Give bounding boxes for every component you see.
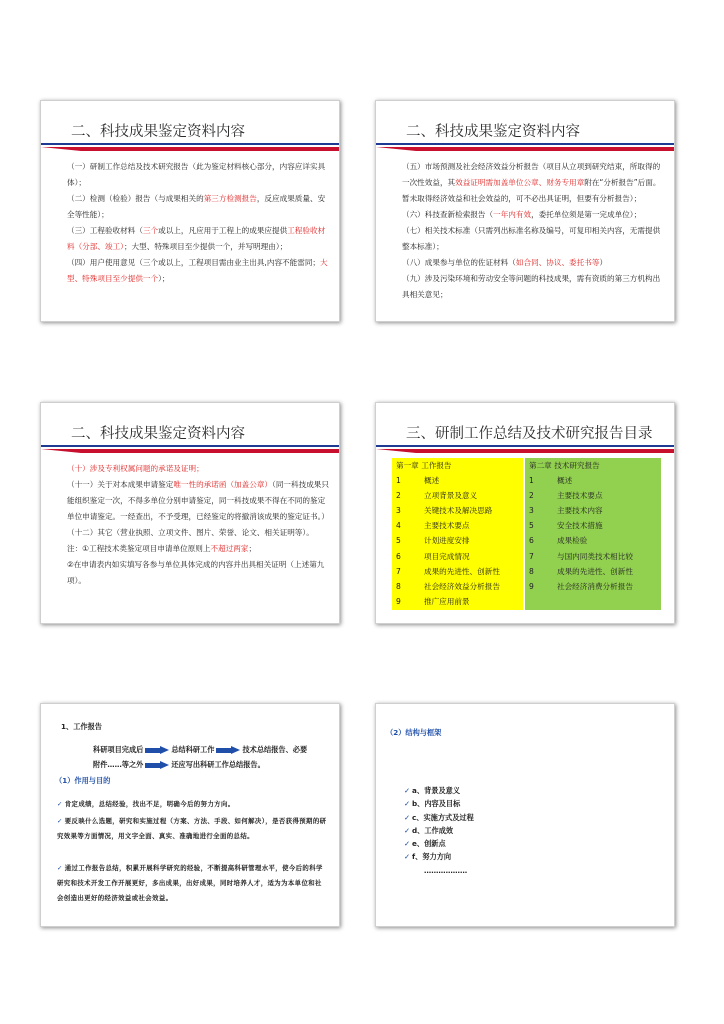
slide-3 [40, 402, 340, 624]
paragraph: ②在申请表内如实填写各参与单位具体完成的内容并出具相关证明（上述第九项）。 [67, 560, 325, 585]
slide-title: 三、研制工作总结及技术研究报告目录 [406, 426, 653, 442]
checkmark-icon: ✓ [404, 825, 411, 835]
checkmark-icon: ✓ [57, 800, 63, 808]
list-item: ✓ c、实施方式及过程 [404, 812, 474, 822]
bullet-item: ✓ 肯定成绩，总结经验，找出不足，明确今后的努力方向。 [57, 800, 235, 808]
toc-row: 7 成果的先进性、创新性 [396, 566, 500, 576]
checkmark-icon: ✓ [57, 817, 63, 825]
subsection-heading: （2）结构与框架 [386, 728, 442, 737]
subsection-heading: （1）作用与目的 [55, 776, 111, 785]
title-underline-bars [376, 142, 675, 154]
flow-line-2 [93, 760, 265, 770]
paragraph: （十）涉及专利权属问题的承诺及证明； [67, 464, 204, 473]
toc-row: 6 成果检验 [529, 536, 588, 546]
list-item: ✓ d、工作成效 [404, 825, 454, 835]
toc-row: 4 主要技术要点 [396, 521, 470, 531]
slide-title: 二、科技成果鉴定资料内容 [71, 426, 245, 442]
bullet-item: ✓ 通过工作报告总结，积累开展科学研究的经验，不断提高科研管理水平，使今后的科学研究和技术开发工作开展更好，多出成果，出好成果，同时培养人才，适为为本单位和社会创造出更好的经济效益或社会效益。 [57, 864, 323, 902]
ellipsis: ……………… [424, 865, 468, 875]
paragraph: 注：①工程技术类鉴定项目申请单位原则上不超过两家； [67, 544, 257, 553]
list-item: ✓ b、内容及目标 [404, 799, 461, 809]
list-item: ✓ f、努力方向 [404, 852, 452, 862]
toc-chapter-1 [392, 458, 523, 610]
paragraph: （七）相关技术标准（只需列出标准名称及编号，可复印相关内容，无需提供整本标准）； [402, 226, 661, 251]
toc-chapter-2 [525, 458, 661, 610]
toc-header: 第二章 技术研究报告 [529, 461, 600, 470]
slide-5 [40, 703, 340, 927]
checkmark-icon: ✓ [404, 852, 411, 862]
list-item: ✓ e、创新点 [404, 839, 446, 849]
toc-row: 1 概述 [529, 476, 573, 486]
slide-title: 二、科技成果鉴定资料内容 [71, 124, 245, 140]
checkmark-icon: ✓ [404, 812, 411, 822]
paragraph: （八）成果参与单位的佐证材料（如合同、协议、委托书等） [402, 258, 608, 267]
toc-row: 6 项目完成情况 [396, 551, 470, 561]
paragraph: （十二）其它（营业执照、立项文件、图片、荣誉、论文、相关证明等）。 [67, 528, 314, 537]
title-underline-bars [41, 142, 340, 154]
title-underline-bars [41, 444, 340, 456]
flow-step: 附件……等之外 [93, 760, 144, 769]
slide-1 [40, 100, 340, 322]
toc-row: 8 社会经济效益分析报告 [396, 581, 500, 591]
flow-step: 科研项目完成后 [93, 745, 144, 754]
slide-body [67, 461, 329, 589]
flow-line-1 [93, 745, 307, 755]
framework-list [404, 784, 474, 877]
toc-row: 2 立项背景及意义 [396, 491, 478, 501]
flow-step: 技术总结报告、必要 [242, 745, 308, 754]
toc-row: 9 推广应用前景 [396, 596, 470, 606]
slide-body [67, 159, 329, 287]
toc-row: 7 与国内同类技术相比较 [529, 551, 633, 561]
paragraph: （十一）关于对本成果申请鉴定唯一性的承诺函（加盖公章）（同一科技成果只能组织鉴定一次，不得多单位分别申请鉴定，同一科技成果不得在不同的鉴定单位申请鉴定。一经查出，不予受理，已经鉴定的将撤消该成果的鉴定证书。） [67, 480, 329, 521]
toc-row: 3 主要技术内容 [529, 506, 603, 516]
checkmark-icon: ✓ [404, 786, 411, 795]
toc-row: 2 主要技术要点 [529, 491, 603, 501]
checkmark-icon: ✓ [404, 799, 411, 809]
toc-row: 5 安全技术措施 [529, 521, 603, 531]
title-underline-bars [376, 444, 675, 456]
section-heading: 1、工作报告 [61, 722, 102, 731]
arrow-right-icon [145, 761, 169, 770]
toc-row: 1 概述 [396, 476, 440, 486]
list-item: ✓ a、背景及意义 [404, 786, 461, 795]
slide-4 [375, 402, 675, 624]
slide-2 [375, 100, 675, 322]
flow-step: 总结科研工作 [171, 745, 215, 754]
paragraph: （一）研制工作总结及技术研究报告（此为鉴定材料核心部分，内容应详实具体）； [67, 162, 326, 187]
toc-header: 第一章 工作报告 [396, 461, 452, 470]
paragraph: （九）涉及污染环境和劳动安全等问题的科技成果，需有资质的第三方机构出具相关意见； [402, 274, 661, 299]
slide-6 [375, 703, 675, 927]
checkmark-icon: ✓ [57, 864, 63, 872]
toc-row: 5 计划进度安排 [396, 536, 470, 546]
toc-row: 8 成果的先进性、创新性 [529, 566, 633, 576]
paragraph: （三）工程验收材料（三个或以上，凡应用于工程上的成果应提供工程验收材料（分部、竣工）；大型、特殊项目至少提供一个，并写明理由）； [67, 226, 326, 251]
arrow-right-icon [145, 746, 169, 755]
paragraph: （二）检测（检验）报告（与成果相关的第三方检测报告，反应成果质量、安全等性能）； [67, 194, 326, 219]
slide-body [402, 159, 664, 303]
paragraph: （四）用户使用意见（三个或以上，工程项目需由业主出具,内容不能雷同；大型、特殊项目至少提供一个）； [67, 258, 328, 283]
toc-row: 9 社会经济消费分析报告 [529, 581, 633, 591]
slide-title: 二、科技成果鉴定资料内容 [406, 124, 580, 140]
flow-step: 还应写出科研工作总结报告。 [171, 760, 265, 769]
arrow-right-icon [216, 746, 240, 755]
checkmark-icon: ✓ [404, 839, 411, 849]
bullet-item: ✓ 要反映什么选题，研究和实施过程（方案、方法、手段、如何解决），是否获得预期的研究效果等方面情况，用文字全面、真实、准确地进行全面的总结。 [57, 817, 327, 840]
paragraph: （五）市场预测及社会经济效益分析报告（项目从立项到研究结束，所取得的一次性效益，其效益证明需加盖单位公章、财务专用章附在“分析报告”后面。暂未取得经济效益和社会效益的，可不必出具证明，但要有分析报告）； [402, 162, 661, 203]
paragraph: （六）科技查新检索报告（一年内有效，委托单位须是第一完成单位）； [402, 210, 642, 219]
toc-row: 3 关键技术及解决思路 [396, 506, 493, 516]
